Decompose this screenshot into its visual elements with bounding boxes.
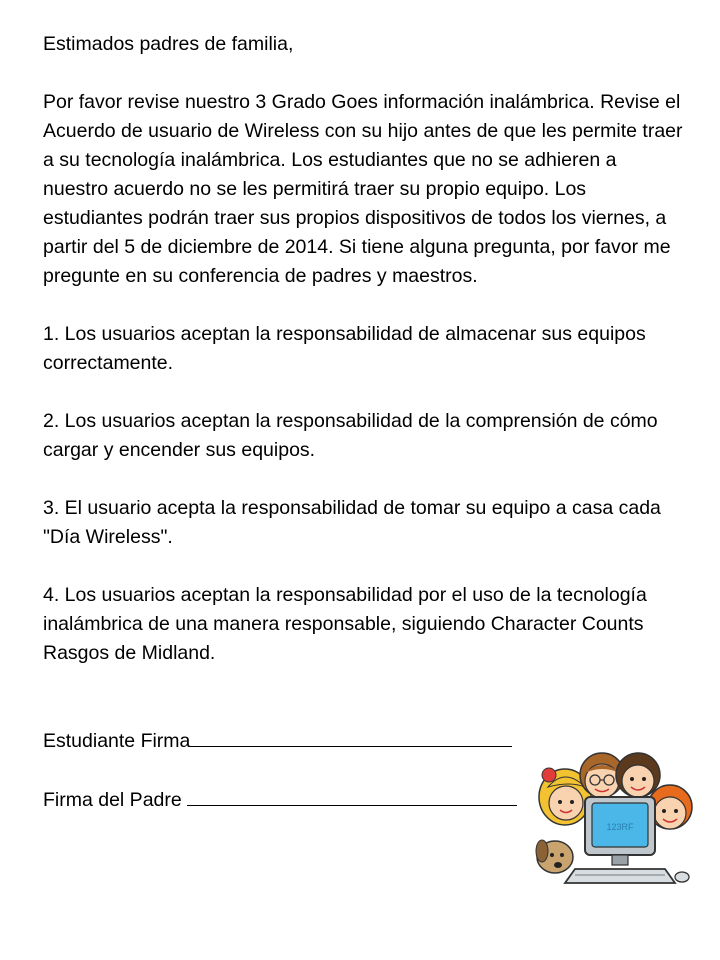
intro-paragraph: Por favor revise nuestro 3 Grado Goes información inalámbrica. Revise el Acuerdo de usuario de Wireless con su hijo antes de que les permite traer a su tecnología inalámbrica. Los estudiantes que no se adhieren a nuestro acuerdo no se les permitirá traer su propio equipo. Los estudiantes podrán traer sus propios dispositivos de todos los viernes, a partir del 5 de diciembre de 2014. Si tiene alguna pregunta, por favor me pregunte en su conferencia de padres y maestros. xyxy=(43,91,683,287)
rule-2: 2. Los usuarios aceptan la responsabilidad de la comprensión de cómo cargar y encender sus equipos. xyxy=(43,410,658,461)
student-signature-line xyxy=(190,726,512,747)
parent-signature-line xyxy=(187,785,517,806)
rule-3: 3. El usuario acepta la responsabilidad de tomar su equipo a casa cada "Día Wireless". xyxy=(43,497,661,548)
greeting: Estimados padres de familia, xyxy=(43,33,294,55)
parent-signature-label: Firma del Padre xyxy=(43,789,188,811)
rule-1: 1. Los usuarios aceptan la responsabilidad de almacenar sus equipos correctamente. xyxy=(43,323,646,374)
letter-body xyxy=(43,30,683,815)
student-signature-label: Estudiante Firma xyxy=(43,730,191,752)
rule-4: 4. Los usuarios aceptan la responsabilidad por el uso de la tecnología inalámbrica de una manera responsable, siguiendo Character Counts Rasgos de Midland. xyxy=(43,584,647,664)
kids-with-computer-icon xyxy=(530,745,700,895)
screen-watermark: 123RF xyxy=(606,822,634,832)
